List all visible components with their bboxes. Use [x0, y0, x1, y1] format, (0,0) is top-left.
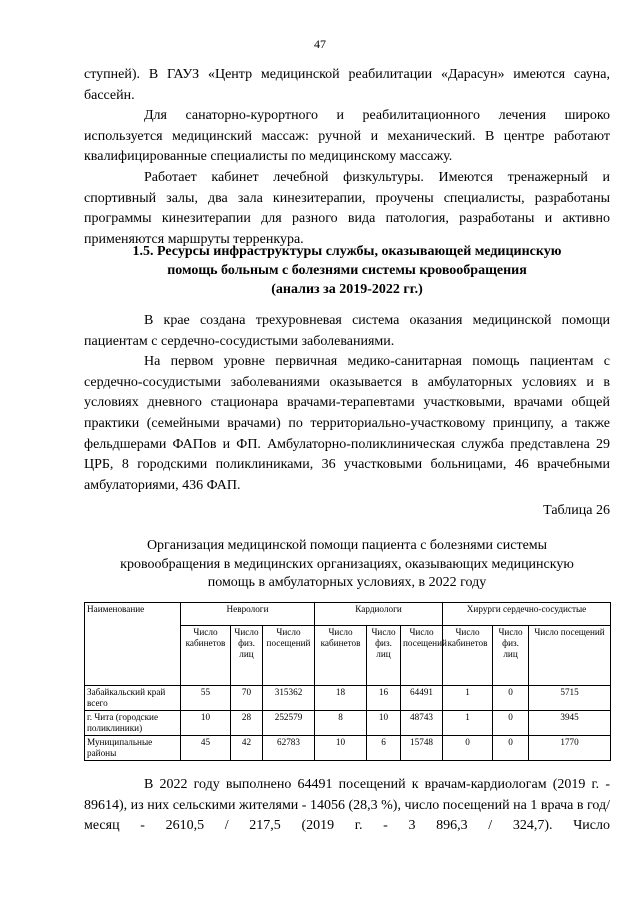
cell: 0	[443, 736, 493, 761]
cell: 45	[181, 736, 231, 761]
table-row	[85, 711, 611, 736]
cell: 18	[315, 686, 367, 711]
table-label: Таблица 26	[543, 503, 610, 518]
cell: 15748	[401, 736, 443, 761]
cell: 16	[367, 686, 401, 711]
subheader: Число кабинетов	[181, 626, 231, 686]
paragraph: В крае создана трехуровневая система оказания медицинской помощи пациентам с сердечно-сосудистыми заболеваниями.	[84, 313, 610, 349]
group-header: Неврологи	[181, 603, 315, 626]
cell: 42	[231, 736, 263, 761]
cell: 0	[493, 686, 529, 711]
subheader: Число кабинетов	[315, 626, 367, 686]
cell: 28	[231, 711, 263, 736]
middle-text-block	[84, 311, 610, 496]
table-title-line: Организация медицинской помощи пациента с болезнями системы	[146, 538, 548, 553]
subheader: Число посещений	[401, 626, 443, 686]
cell: 8	[315, 711, 367, 736]
cell: 315362	[263, 686, 315, 711]
paragraph: В 2022 году выполнено 64491 посещений к врачам-кардиологам (2019 г. - 89614), из них сельскими жителями - 14056 (28,3 %), число посещений на 1 врача в год/месяц - 2610,5 / 217,5 (2019 г. - 3 896,3 / 324,7). Число	[84, 777, 610, 834]
row-name: г. Чита (городские поликлиники)	[85, 711, 181, 736]
subheader: Число кабинетов	[443, 626, 493, 686]
cell: 1	[443, 711, 493, 736]
cell: 3945	[529, 711, 611, 736]
heading-line: 1.5. Ресурсы инфраструктуры службы, оказывающей медицинскую	[132, 244, 562, 259]
cell: 5715	[529, 686, 611, 711]
paragraph: ступней). В ГАУЗ «Центр медицинской реабилитации «Дарасун» имеются сауна, бассейн.	[84, 67, 610, 103]
subheader: Число физ. лиц	[231, 626, 263, 686]
cell: 64491	[401, 686, 443, 711]
subheader: Число физ. лиц	[493, 626, 529, 686]
table-title-line: помощь в амбулаторных условиях, в 2022 году	[207, 575, 487, 590]
paragraph: На первом уровне первичная медико-санитарная помощь пациентам с сердечно-сосудистыми заболеваниями оказывается в амбулаторных условиях и в условиях дневного стационара врачами-терапевтами участковыми, врачами общей практики (семейными врачами) по территориально-участковому принципу, а также фельдшерами ФАПов и ФП. Амбулаторно-поликлиническая служба представлена 29 ЦРБ, 8 городскими поликлиниками, 36 участковыми больницами, 46 врачебными амбулаториями, 436 ФАП.	[84, 354, 610, 493]
table-row	[85, 686, 611, 711]
subheader: Число посещений	[263, 626, 315, 686]
section-heading	[84, 242, 610, 299]
cell: 10	[181, 711, 231, 736]
cell: 252579	[263, 711, 315, 736]
name-header: Наименование	[85, 603, 181, 686]
page-number: 47	[314, 37, 326, 51]
cell: 1	[443, 686, 493, 711]
heading-line: (анализ за 2019-2022 гг.)	[271, 282, 423, 297]
cell: 10	[367, 711, 401, 736]
bottom-text-block	[84, 775, 610, 837]
cell: 10	[315, 736, 367, 761]
cell: 70	[231, 686, 263, 711]
row-name: Забайкальский край всего	[85, 686, 181, 711]
group-header: Хирурги сердечно-сосудистые	[443, 603, 611, 626]
data-table	[84, 602, 611, 761]
cell: 0	[493, 711, 529, 736]
paragraph: Работает кабинет лечебной физкультуры. Имеются тренажерный и спортивный залы, два зала кинезитерапии, проучены специалисты, разработаны программы кинезитерапии для разного вида патология, разработаны и активно применяются маршруты терренкура.	[84, 169, 610, 247]
cell: 1770	[529, 736, 611, 761]
table-title-line: кровообращения в медицинских организациях, оказывающих медицинскую	[120, 556, 574, 572]
cell: 62783	[263, 736, 315, 761]
subheader: Число посещений	[529, 626, 611, 686]
cell: 48743	[401, 711, 443, 736]
cell: 6	[367, 736, 401, 761]
table-row	[85, 736, 611, 761]
group-header: Кардиологи	[315, 603, 443, 626]
subheader: Число физ. лиц	[367, 626, 401, 686]
table-title	[84, 537, 610, 593]
top-text-block	[84, 65, 610, 250]
paragraph: Для санаторно-курортного и реабилитационного лечения широко используется медицинский массаж: ручной и механический. В центре работают квалифицированные специалисты по медицинскому массажу.	[84, 108, 610, 165]
cell: 0	[493, 736, 529, 761]
row-name: Муниципальные районы	[85, 736, 181, 761]
table-header-row	[85, 603, 611, 626]
cell: 55	[181, 686, 231, 711]
heading-line: помощь больным с болезнями системы кровообращения	[167, 263, 527, 278]
